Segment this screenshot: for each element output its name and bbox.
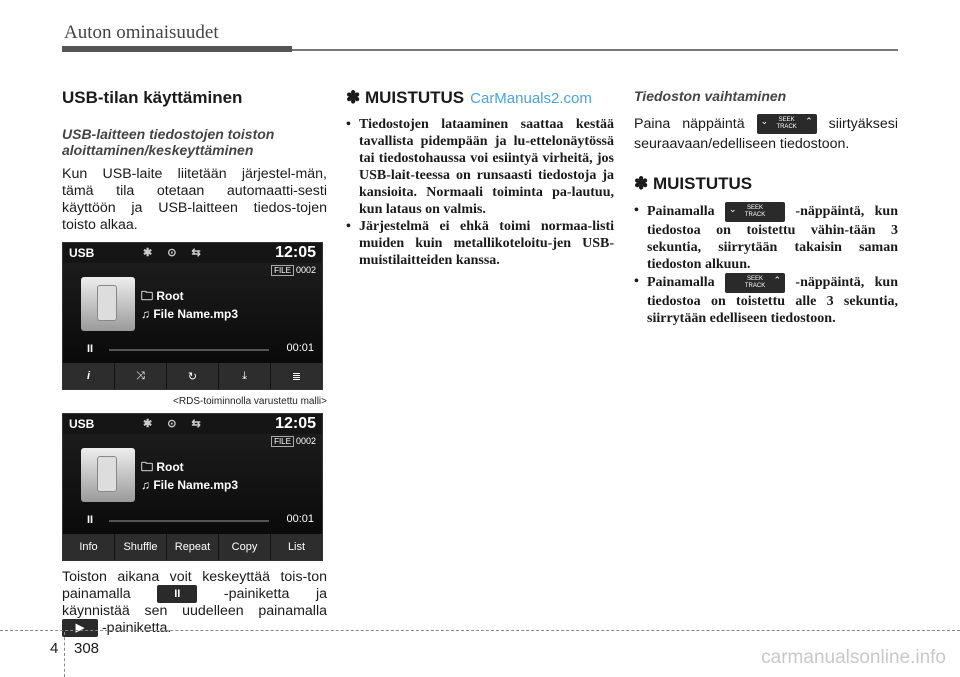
pause-icon[interactable]: II [87,514,94,526]
subheading-track-change: Tiedoston vaihtaminen [634,88,787,104]
copy-button[interactable]: Copy [219,534,271,560]
note-list [634,202,898,327]
status-icons: ✱ ⊙ ⇆ [143,418,207,430]
elapsed-time: 00:01 [286,342,314,354]
screen-toolbar-labels [63,534,322,560]
column-usb-mode [62,88,327,637]
seek-down-button-icon: ⌄ SEEK TRACK [725,202,785,222]
folder-row[interactable]: 🗀 Root [141,289,184,303]
chevron-up-icon: ⌃ [773,275,782,286]
column-track-change [634,88,898,327]
screen-body [63,263,322,363]
repeat-button[interactable]: Repeat [167,534,219,560]
folder-icon: 🗀 [141,289,157,303]
watermark-site: carmanualsonline.info [761,647,946,668]
section-heading: USB-tilan käyttäminen [62,88,243,107]
note-heading: ✽ MUISTUTUS CarManuals2.com [346,88,592,107]
music-note-icon: ♫ [141,478,154,492]
list-icon[interactable]: ≣ [291,370,302,383]
note-heading: ✽ MUISTUTUS [634,174,753,194]
pause-icon[interactable]: II [87,343,94,355]
shuffle-button[interactable]: Shuffle [115,534,167,560]
screen-clock: 12:05 [275,415,316,432]
footer-divider [64,632,65,677]
play-button-icon: ▶ [62,619,98,637]
note-item: • Tiedostojen lataaminen saattaa kestää tavallista pidempään ja lu-ettelonäytössä tai tiedostohaussa voi esiintyä virheitä, jos USB-lait-teessa on runsaasti tiedostoja ja kansioita. Normaali toiminta pa-lautuu, kun lataus on valmis. [346,116,614,218]
screen-mode: USB [69,246,95,260]
usb-screen-rds [62,242,323,390]
folder-row[interactable]: 🗀 Root [141,460,184,474]
chevron-down-icon: ⌄ [760,116,769,127]
shuffle-icon[interactable]: ⤨ [115,363,167,389]
screen-status-bar [63,414,322,434]
note-item: • Painamalla ⌄ SEEK TRACK -näppäintä, kun tiedostoa on toistettu vähin-tään 3 sekuntia, siirrytään takaisin saman tiedoston alkuun. [634,202,898,273]
watermark-carmanuals: CarManuals2.com [470,90,592,107]
file-row[interactable]: ♫ File Name.mp3 [141,307,239,321]
paragraph-usb-connect: Kun USB-laite liitetään järjestel-män, tämä tila otetaan automaatti-sesti käyttöön ja USB-laitteen tiedos-tojen toisto alkaa. [62,166,327,233]
header-rule-thick [62,46,292,52]
paragraph-seek: Paina näppäintä ⌄ SEEK TRACK ⌃ siirtyäksesi seuraavaan/edelliseen tiedostoon. [634,116,898,153]
screen-clock: 12:05 [275,244,316,261]
header-rule-thin [292,49,898,51]
elapsed-time: 00:01 [286,513,314,525]
usb-screen-standard [62,413,323,561]
note-item: • Järjestelmä ei ehkä toimi normaa-listi muiden kuin metallikoteloitu-jen USB-muistilaitteiden kanssa. [346,218,614,269]
usb-icon [97,285,117,321]
info-icon[interactable]: i [63,363,115,389]
info-button[interactable]: Info [63,534,115,560]
note-list [346,116,614,269]
chapter-number: 4 [50,640,59,657]
chevron-down-icon: ⌄ [729,204,737,215]
subheading-play-pause: USB-laitteen tiedostojen toiston aloittaminen/keskeyttäminen [62,126,275,158]
music-note-icon: ♫ [141,307,154,321]
column-notes [346,88,614,269]
screen-body [63,434,322,534]
file-counter: FILE 0002 [271,436,316,446]
progress-bar [109,520,269,522]
seek-track-button-icon: ⌄ SEEK TRACK ⌃ [757,114,817,134]
seek-up-button-icon: SEEK TRACK ⌃ [725,273,785,293]
file-counter: FILE 0002 [271,265,316,275]
progress-bar [109,349,269,351]
note-item: • Painamalla SEEK TRACK ⌃ -näppäintä, kun tiedostoa on toistettu alle 3 sekuntia, siirrytään edelliseen tiedostoon. [634,273,898,327]
paragraph-pause-resume: Toiston aikana voit keskeyttää tois-ton painamalla II -painiketta ja käynnistää sen uudelleen painamalla ▶ -painiketta. [62,569,327,636]
footer-rule [0,630,960,631]
album-art [81,448,135,502]
copy-icon[interactable]: ⤓ [219,363,271,389]
screen-caption: <RDS-toiminnolla varustettu malli> [173,396,327,407]
repeat-icon[interactable]: ↻ [167,363,219,389]
page-number: 308 [74,640,100,657]
screen-status-bar [63,243,322,263]
header-title: Auton ominaisuudet [64,22,219,43]
chevron-up-icon: ⌃ [805,116,813,127]
folder-icon: 🗀 [141,460,157,474]
screen-mode: USB [69,417,95,431]
status-icons: ✱ ⊙ ⇆ [143,247,207,259]
usb-icon [97,456,117,492]
pause-button-icon: II [157,585,197,603]
album-art [81,277,135,331]
screen-toolbar-icons [63,363,322,389]
file-row[interactable]: ♫ File Name.mp3 [141,478,239,492]
list-button[interactable]: List [287,541,306,553]
